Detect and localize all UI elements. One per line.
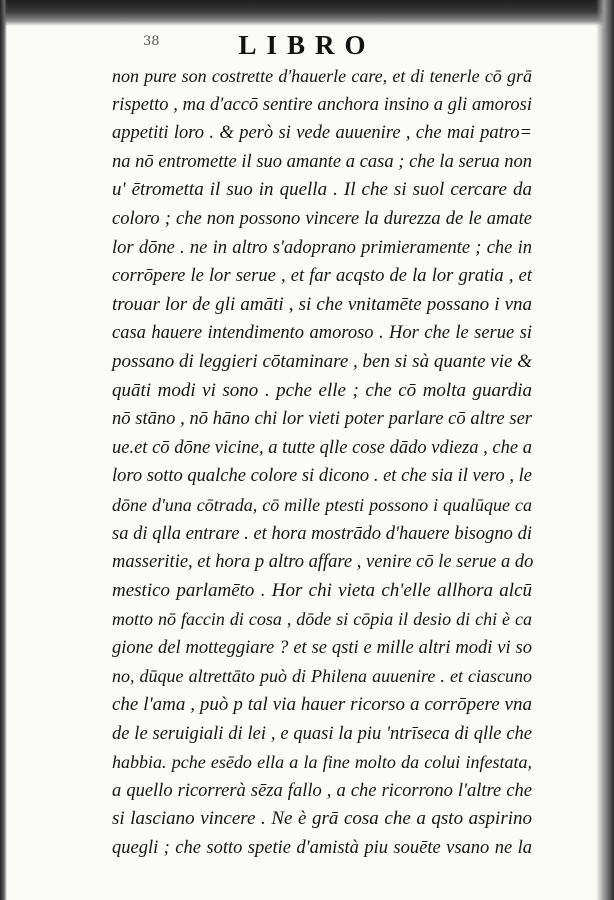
text-line: na nō entromette il suo amante a casa ; che la serua non bbox=[112, 151, 532, 172]
text-line: corrōpere le lor serue , et far acqsto de la lor gratia , et bbox=[112, 266, 532, 287]
text-line: lor dōne . ne in altro s'adoprano primieramente ; che in bbox=[112, 237, 532, 258]
page-number: 38 bbox=[143, 34, 160, 49]
text-line: masseritie, et hora p altro affare , venire cō le serue a do bbox=[112, 552, 534, 573]
text-line: u' ētrometta il suo in quella . Il che si suol cercare da bbox=[112, 179, 532, 201]
text-line: habbia. pche esēdo ella a la fine molto da colui infestata, bbox=[112, 752, 532, 773]
text-line: no, dūque altrettāto può di Philena auuenire . et ciascuno bbox=[112, 666, 532, 687]
text-line: appetiti loro . & però si vede auuenire , che mai patro= bbox=[112, 123, 532, 144]
text-line: casa hauere intendimento amoroso . Hor che le serue si bbox=[112, 323, 532, 344]
text-body bbox=[112, 62, 532, 863]
text-line: dōne d'una cōtrada, cō mille ptesti possono i qualūque ca bbox=[112, 494, 532, 515]
text-line: de le seruigiali di lei , e quasi la piu 'ntrīseca di qlle che bbox=[112, 723, 532, 744]
text-line: si lasciano vincere . Ne è grā cosa che a qsto aspirino bbox=[112, 808, 532, 830]
text-line: mestico parlamēto . Hor chi vieta ch'elle allhora alcū bbox=[112, 579, 532, 601]
text-line: che l'ama , può p tal via hauer ricorso a corrōpere vna bbox=[112, 694, 532, 716]
scan-right-edge bbox=[596, 0, 614, 900]
text-line: nō stāno , nō hāno chi lor vieti poter parlare cō altre ser bbox=[112, 409, 532, 430]
running-head: LIBRO bbox=[238, 30, 376, 60]
text-line: ue.et cō dōne vicine, a tutte qlle cose dādo vdieza , che a bbox=[112, 437, 532, 458]
text-line: trouar lor de gli amāti , si che vnitamēte possano i vna bbox=[112, 293, 532, 315]
text-line: quegli ; che sotto spetie d'amistà piu souēte vsano ne la bbox=[112, 838, 532, 859]
text-line: loro sotto qualche colore si dicono . et che sia il vero , le bbox=[112, 466, 532, 487]
text-line: sa di qlla entrare . et hora mostrādo d'hauere bisogno di bbox=[112, 523, 532, 544]
text-line: non pure son costrette d'hauerle care, et di tenerle cō grā bbox=[112, 66, 532, 86]
scan-left-edge bbox=[0, 0, 7, 900]
scan-top-shadow bbox=[0, 0, 614, 26]
text-line: coloro ; che non possono vincere la durezza de le amate bbox=[112, 208, 532, 229]
text-line: possano di leggieri cōtaminare , ben si sà quante vie & bbox=[112, 350, 532, 372]
text-line: motto nō faccin di cosa , dōde si cōpia il desio di chi è ca bbox=[112, 609, 532, 630]
text-line: a quello ricorrerà sēza fallo , a che ricorrono l'altre che bbox=[112, 780, 532, 801]
text-line: rispetto , ma d'accō sentire anchora insino a gli amorosi bbox=[112, 94, 532, 115]
text-line: gione del motteggiare ? et se qsti e mille altri modi vi so bbox=[112, 637, 532, 658]
text-line: quāti modi vi sono . pche elle ; che cō molta guardia bbox=[112, 379, 532, 401]
